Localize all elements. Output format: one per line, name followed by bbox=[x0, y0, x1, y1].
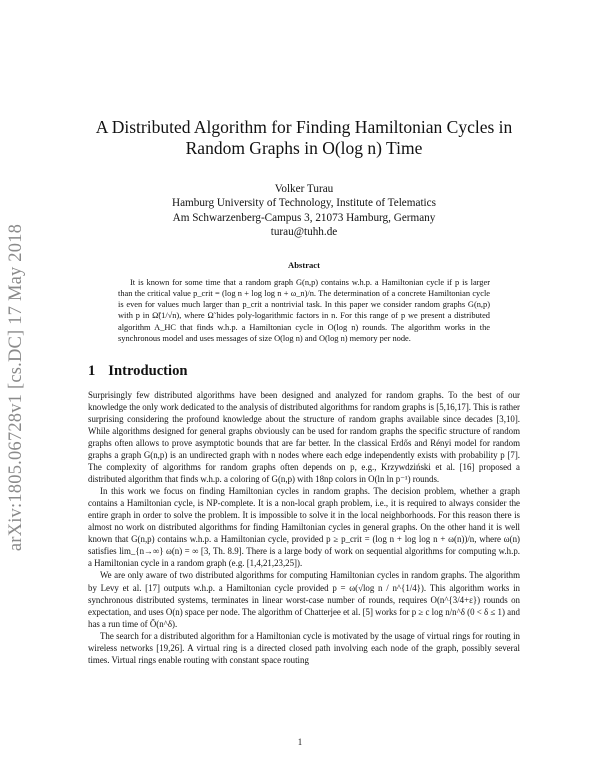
paragraph: We are only aware of two distributed algorithms for computing Hamiltonian cycles in random graphs. The algorithm by Levy et al. [17] outputs w.h.p. a Hamiltonian cycle provided p = ω(√log n / n^{1/4}). This algorithm works in synchronous distributed systems, terminates in linear worst-case number of rounds, requires O(n^{3/4+ε}) rounds on expectation, and uses O(n) space per node. The algorithm of Chatterjee et al. [5] works for p ≥ c log n/n^δ (0 < δ ≤ 1) and has a run time of Õ(n^δ). bbox=[88, 570, 520, 629]
abstract-text: It is known for some time that a random graph G(n,p) contains w.h.p. a Hamiltonian cycle if p is larger than the critical value p_crit = (log n + log log n + ω_n)/n. The determination of a concrete Hamiltonian cycle is even for values much larger than p_crit a nontrivial task. In this paper we consider random graphs G(n,p) with p in Ω̃(1/√n), where Ω̃ hides poly-logarithmic factors in n. For this range of p we present a distributed algorithm A_HC that finds w.h.p. a Hamiltonian cycle in O(log n) rounds. The algorithm works in the synchronous model and uses messages of size O(log n) and O(log n) memory per node. bbox=[118, 278, 490, 343]
paragraph: Surprisingly few distributed algorithms have been designed and analyzed for random graphs. To the best of our knowledge the only work dedicated to the analysis of distributed algorithms for random graphs is [5,16,17]. This is rather surprising considering the profound knowledge about the structure of random graphs available since decades [3,10]. While algorithms designed for general graphs obviously can be used for random graphs the specific structure of random graphs often allows to prove asymptotic bounds that are far better. In the classical Erdős and Rényi model for random graphs a graph G(n,p) is an undirected graph with n nodes where each edge independently exists with probability p [7]. The complexity of algorithms for random graphs often depends on p, e.g., Krzywdziński et al. [16] proposed a distributed algorithm that finds w.h.p. a coloring of G(n,p) with 18np colors in O(ln ln p⁻¹) rounds. bbox=[88, 389, 520, 485]
section-body bbox=[88, 389, 520, 666]
paragraph: In this work we focus on finding Hamiltonian cycles in random graphs. The decision problem, whether a graph contains a Hamiltonian cycle, is NP-complete. It is a non-local graph problem, i.e., it is required to always consider the entire graph in order to solve the problem. It is impossible to solve it in the local neighborhoods. For this reason there is almost no work on distributed algorithms for finding Hamiltonian cycles in general graphs. On the other hand it is well known that G(n,p) contains w.h.p. a Hamiltonian cycle, provided p ≥ p_crit = (log n + log log n + ω(n))/n, where ω(n) satisfies lim_{n→∞} ω(n) = ∞ [3, Th. 8.9]. There is a large body of work on sequential algorithms for computing w.h.p. a Hamiltonian cycle in a random graph (e.g. [1,4,21,23,25]). bbox=[88, 486, 520, 569]
author-email: turau@tuhh.de bbox=[270, 225, 338, 238]
section-title: Introduction bbox=[108, 362, 188, 379]
abstract-heading: Abstract bbox=[288, 260, 320, 271]
author-name: Volker Turau bbox=[274, 183, 334, 195]
title-line-2: Random Graphs in O(log n) Time bbox=[185, 138, 423, 158]
author-affiliation: Hamburg University of Technology, Institute of Telematics bbox=[172, 197, 436, 210]
section-number: 1 bbox=[88, 362, 96, 379]
paper-page bbox=[88, 0, 520, 666]
section-heading bbox=[88, 363, 520, 380]
author-block bbox=[88, 182, 520, 239]
title-line-1: A Distributed Algorithm for Finding Hamiltonian Cycles in bbox=[95, 117, 513, 137]
arxiv-identifier-stamp bbox=[2, 206, 32, 568]
arxiv-id-text: arXiv:1805.06728v1 [cs.DC] 17 May 2018 bbox=[6, 223, 27, 551]
author-address: Am Schwarzenberg-Campus 3, 21073 Hamburg, Germany bbox=[172, 211, 436, 224]
paper-title bbox=[88, 117, 520, 159]
page-number: 1 bbox=[297, 737, 303, 747]
paragraph: The search for a distributed algorithm for a Hamiltonian cycle is motivated by the usage of virtual rings for routing in wireless networks [19,26]. A virtual ring is a directed closed path involving each node of the graph, possibly several times. Virtual rings enable routing with constant space routing bbox=[88, 630, 520, 665]
